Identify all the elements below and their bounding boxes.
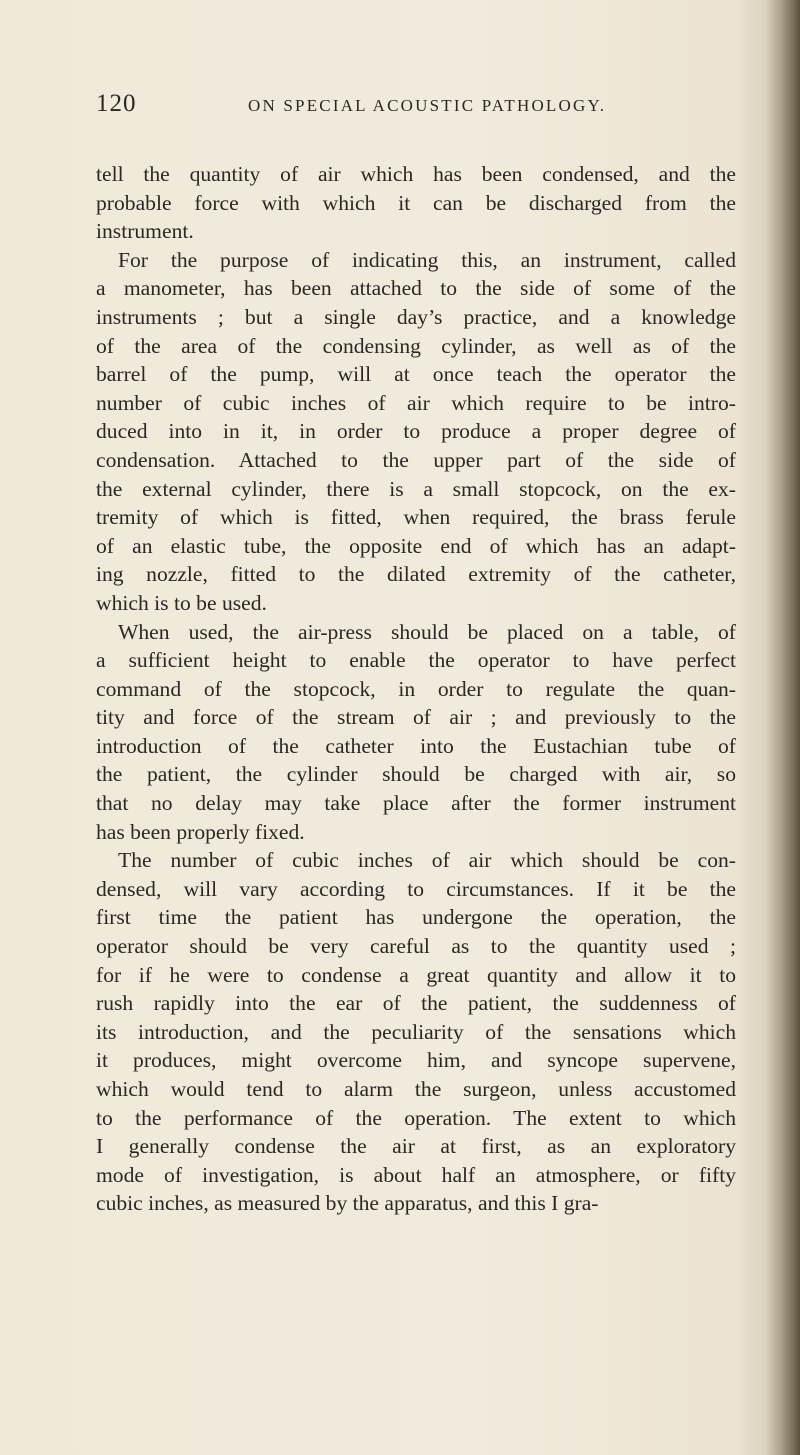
text-line: cubic inches, as measured by the apparatus, and this I gra- [96, 1191, 599, 1216]
text-line: probable force with which it can be discharged from the [96, 190, 736, 215]
text-line: of the area of the condensing cylinder, as well as of the [96, 333, 736, 358]
text-line: ing nozzle, fitted to the dilated extremity of the catheter, [96, 562, 736, 587]
text-line: command of the stopcock, in order to regulate the quan- [96, 676, 736, 701]
text-line: instrument. [96, 219, 194, 244]
text-line: which would tend to alarm the surgeon, unless accustomed [96, 1077, 736, 1101]
text-line: rush rapidly into the ear of the patient, the suddenness of [96, 991, 736, 1016]
text-line: a manometer, has been attached to the side of some of the [96, 276, 736, 301]
text-line: instruments ; but a single day’s practice, and a knowledge [96, 304, 736, 329]
text-line: for if he were to condense a great quantity and allow it to [96, 962, 736, 987]
text-line: a sufficient height to enable the operator to have perfect [96, 648, 736, 673]
text-line: to the performance of the operation. The extent to which [96, 1105, 736, 1130]
body-text [96, 160, 736, 1218]
text-line: first time the patient has undergone the operation, the [96, 905, 736, 930]
text-line: condensation. Attached to the upper part of the side of [96, 447, 736, 472]
text-line: For the purpose of indicating this, an instrument, called [118, 247, 736, 272]
page-gutter-shadow [766, 0, 800, 1455]
page-number: 120 [96, 90, 137, 117]
text-line: it produces, might overcome him, and syncope supervene, [96, 1048, 736, 1073]
text-line: densed, will vary according to circumstances. If it be the [96, 876, 736, 901]
text-line: mode of investigation, is about half an atmosphere, or fifty [96, 1162, 736, 1187]
text-line: tell the quantity of air which has been condensed, and the [96, 162, 736, 186]
text-line: that no delay may take place after the former instrument [96, 791, 736, 816]
text-line: When used, the air-press should be placed on a table, of [118, 619, 736, 644]
text-line: The number of cubic inches of air which should be con- [118, 848, 736, 873]
text-line: duced into in it, in order to produce a proper degree of [96, 419, 736, 444]
text-line: of an elastic tube, the opposite end of which has an adapt- [96, 533, 736, 558]
text-line: number of cubic inches of air which require to be intro- [96, 390, 736, 415]
running-header [96, 90, 736, 120]
text-line: tity and force of the stream of air ; and previously to the [96, 705, 736, 730]
text-line: the external cylinder, there is a small stopcock, on the ex- [96, 476, 736, 501]
text-line: has been properly fixed. [96, 819, 305, 844]
running-title: ON SPECIAL ACOUSTIC PATHOLOGY. [248, 96, 607, 115]
text-line: operator should be very careful as to the quantity used ; [96, 934, 736, 959]
text-line: I generally condense the air at first, as an exploratory [96, 1134, 736, 1159]
text-line: barrel of the pump, will at once teach the operator the [96, 362, 736, 387]
text-line: its introduction, and the peculiarity of the sensations which [96, 1019, 736, 1044]
text-line: the patient, the cylinder should be charged with air, so [96, 762, 736, 787]
text-line: introduction of the catheter into the Eustachian tube of [96, 733, 736, 758]
text-line: tremity of which is fitted, when required, the brass ferule [96, 505, 736, 530]
text-line: which is to be used. [96, 590, 267, 615]
